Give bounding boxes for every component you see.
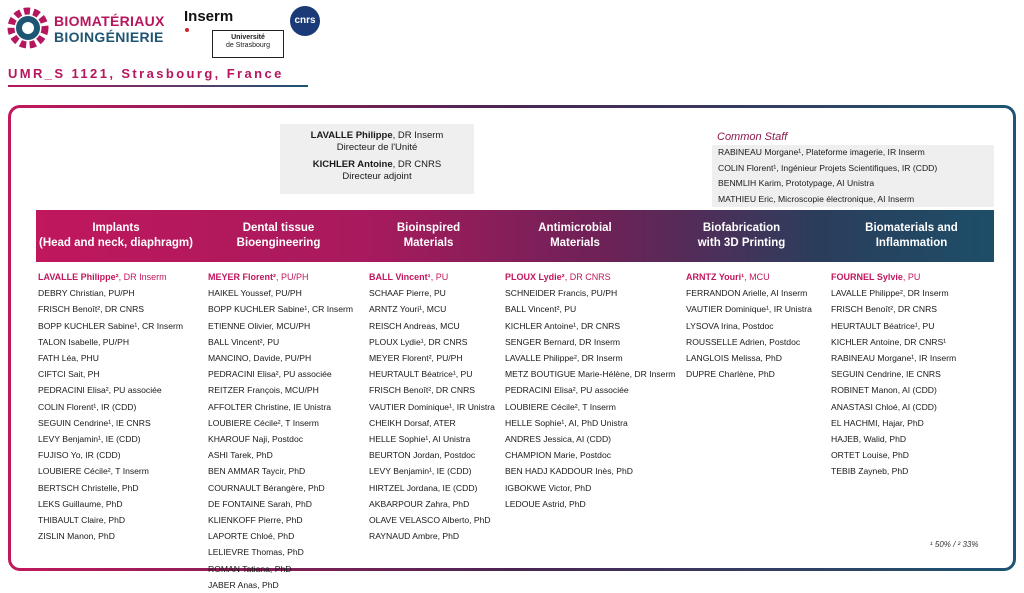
team-leader-name: PLOUX Lydie²: [505, 272, 565, 282]
lab-name-line1: BIOMATÉRIAUX: [54, 13, 165, 29]
team-member: THIBAULT Claire, PhD: [38, 515, 126, 526]
team-member: HELLE Sophie¹, AI Unistra: [369, 434, 471, 445]
team-member: LOUBIERE Cécile², T Inserm: [505, 401, 616, 412]
team-member: COURNAULT Bérangère, PhD: [208, 482, 325, 493]
team-leader: [686, 269, 812, 285]
team-member: BEN HADJ KADDOUR Inès, PhD: [505, 466, 633, 477]
team-member: PEDRACINI Elisa², PU associée: [38, 385, 162, 396]
deputy-line: [280, 159, 474, 171]
team-member: SEGUIN Cendrine¹, IE CNRS: [38, 417, 151, 428]
team-member: METZ BOUTIGUE Marie-Hélène, DR Inserm: [505, 369, 676, 380]
team-member: FATH Léa, PHU: [38, 353, 99, 364]
team-member: REISCH Andreas, MCU: [369, 320, 460, 331]
inserm-logo: Inserm: [184, 8, 234, 25]
team-member: HAJEB, Walid, PhD: [831, 434, 907, 445]
team-member: MEYER Florent², PU/PH: [369, 353, 463, 364]
director-line: [280, 130, 474, 142]
team-leader-name: MEYER Florent²: [208, 272, 277, 282]
team-member: KHAROUF Naji, Postdoc: [208, 434, 304, 445]
university-line1: Université: [231, 34, 265, 41]
team-member: FERRANDON Arielle, AI Inserm: [686, 288, 808, 299]
team-member: ROUSSELLE Adrien, Postdoc: [686, 336, 801, 347]
team-leader-name: ARNTZ Youri¹: [686, 272, 745, 282]
team-member: HEURTAULT Béatrice¹, PU: [369, 369, 473, 380]
team-header-band: [36, 210, 994, 262]
team-member: HEURTAULT Béatrice¹, PU: [831, 320, 935, 331]
team-member: LYSOVA Irina, Postdoc: [686, 320, 774, 331]
common-staff-member: MATHIEU Eric, Microscopie électronique, AI Inserm: [718, 193, 915, 204]
deputy-role: Directeur adjoint: [342, 171, 412, 182]
umr-underline: [8, 85, 308, 87]
team-leader-title: , PU: [902, 272, 921, 282]
team-member: LEVY Benjamin¹, IE (CDD): [38, 434, 141, 445]
common-staff-member: RABINEAU Morgane¹, Plateforme imagerie, IR Inserm: [718, 147, 925, 157]
team-member: ANASTASI Chloé, AI (CDD): [831, 401, 937, 412]
team-member: VAUTIER Dominique¹, IR Unistra: [369, 401, 495, 412]
team-member: BALL Vincent², PU: [505, 304, 577, 315]
director-name: LAVALLE Philippe: [310, 130, 393, 141]
team-leader: [505, 269, 675, 285]
team-member: SEGUIN Cendrine, IE CNRS: [831, 369, 941, 380]
team-member: BALL Vincent², PU: [208, 336, 280, 347]
team-leader-name: FOURNEL Sylvie: [831, 272, 903, 282]
team-leader-title: , DR CNRS: [564, 272, 611, 282]
team-member: BEURTON Jordan, Postdoc: [369, 450, 476, 461]
team-member: RAYNAUD Ambre, PhD: [369, 531, 460, 542]
team-member: LAVALLE Philippe², DR Inserm: [505, 353, 623, 364]
team-column: [208, 269, 353, 593]
inserm-dot: [185, 28, 189, 32]
team-member: LAPORTE Chloé, PhD: [208, 531, 295, 542]
team-leader-name: LAVALLE Philippe²: [38, 272, 119, 282]
team-member: KICHLER Antoine¹, DR CNRS: [505, 320, 621, 331]
team-member: FRISCH Benoît², DR CNRS: [369, 385, 476, 396]
team-member: VAUTIER Dominique¹, IR Unistra: [686, 304, 812, 315]
direction-box: [280, 124, 474, 194]
team-leader: [38, 269, 183, 285]
team-member: CHAMPION Marie, Postdoc: [505, 450, 612, 461]
team-member: ARNTZ Youri¹, MCU: [369, 304, 447, 315]
common-staff-box: [712, 145, 994, 207]
director-title: , DR Inserm: [392, 130, 444, 141]
team-member: JABER Anas, PhD: [208, 579, 279, 590]
footnote: ¹ 50% / ² 33%: [930, 540, 979, 549]
lab-name-line2: BIOINGÉNIERIE: [54, 29, 164, 45]
team-column: [505, 269, 675, 512]
team-member: AKBARPOUR Zahra, PhD: [369, 498, 470, 509]
team-header-implants: Implants (Head and neck, diaphragm): [38, 222, 193, 249]
team-member: TALON Isabelle, PU/PH: [38, 336, 130, 347]
team-member: DEBRY Christian, PU/PH: [38, 288, 135, 299]
team-leader-title: , PU/PH: [276, 272, 309, 282]
team-member: LANGLOIS Melissa, PhD: [686, 353, 782, 364]
team-header-dental: Dental tissue Bioengineering: [236, 222, 321, 249]
team-member: BOPP KUCHLER Sabine¹, CR Inserm: [38, 320, 184, 331]
director-role: Directeur de l'Unité: [336, 142, 418, 153]
team-header-biofabrication: Biofabrication with 3D Printing: [697, 222, 786, 249]
team-member: ROMAN Tatiana, PhD: [208, 563, 292, 574]
team-member: CIFTCI Sait, PH: [38, 369, 100, 380]
team-leader: [831, 269, 956, 285]
common-staff-title: Common Staff: [717, 131, 788, 143]
umr-title: UMR_S 1121, Strasbourg, France: [8, 66, 284, 81]
team-leader-title: , DR Inserm: [118, 272, 167, 282]
team-leader: [369, 269, 495, 285]
lab-logo-text: [54, 13, 165, 45]
team-member: PLOUX Lydie¹, DR CNRS: [369, 336, 468, 347]
team-member: REITZER François, MCU/PH: [208, 385, 319, 396]
team-member: LAVALLE Philippe², DR Inserm: [831, 288, 949, 299]
team-member: LOUBIERE Cécile², T Inserm: [208, 417, 319, 428]
team-member: ETIENNE Olivier, MCU/PH: [208, 320, 311, 331]
team-member: LEDOUE Astrid, PhD: [505, 498, 586, 509]
university-logo: [212, 30, 284, 58]
team-member: SCHAAF Pierre, PU: [369, 288, 446, 299]
team-column: [686, 269, 812, 382]
team-member: FRISCH Benoît², DR CNRS: [831, 304, 938, 315]
team-member: PEDRACINI Elisa², PU associée: [208, 369, 332, 380]
team-member: PEDRACINI Elisa², PU associée: [505, 385, 629, 396]
common-staff-member: COLIN Florent¹, Ingénieur Projets Scientifiques, IR (CDD): [718, 162, 938, 173]
team-member: LOUBIERE Cécile², T Inserm: [38, 466, 149, 477]
deputy-title: , DR CNRS: [392, 159, 442, 170]
team-member: IGBOKWE Victor, PhD: [505, 482, 592, 493]
team-member: BOPP KUCHLER Sabine¹, CR Inserm: [208, 304, 354, 315]
team-column: [369, 269, 495, 544]
university-line2: de Strasbourg: [226, 42, 270, 49]
team-member: OLAVE VELASCO Alberto, PhD: [369, 515, 491, 526]
team-header-inflammation: Biomaterials and Inflammation: [865, 222, 958, 249]
team-member: BEN AMMAR Taycir, PhD: [208, 466, 306, 477]
team-member: FRISCH Benoît², DR CNRS: [38, 304, 145, 315]
team-member: SCHNEIDER Francis, PU/PH: [505, 288, 618, 299]
team-member: SENGER Bernard, DR Inserm: [505, 336, 621, 347]
team-header-bioinspired: Bioinspired Materials: [396, 222, 461, 249]
team-member: KLIENKOFF Pierre, PhD: [208, 515, 303, 526]
team-member: COLIN Florent¹, IR (CDD): [38, 401, 137, 412]
team-member: BERTSCH Christelle, PhD: [38, 482, 139, 493]
deputy-name: KICHLER Antoine: [312, 159, 393, 170]
team-member: LELIEVRE Thomas, PhD: [208, 547, 304, 558]
team-member: HAIKEL Youssef, PU/PH: [208, 288, 302, 299]
team-leader-title: , PU: [430, 272, 449, 282]
team-member: LEVY Benjamin¹, IE (CDD): [369, 466, 472, 477]
team-member: ANDRES Jessica, AI (CDD): [505, 434, 612, 445]
cnrs-logo: cnrs: [290, 6, 320, 36]
team-leader-name: BALL Vincent¹: [369, 272, 431, 282]
team-member: AFFOLTER Christine, IE Unistra: [208, 401, 332, 412]
team-member: LEKS Guillaume, PhD: [38, 498, 123, 509]
team-leader: [208, 269, 353, 285]
team-header-antimicrobial: Antimicrobial Materials: [538, 222, 612, 249]
team-column: [831, 269, 956, 480]
team-member: ASHI Tarek, PhD: [208, 450, 273, 461]
team-member: HELLE Sophie¹, AI, PhD Unistra: [505, 417, 628, 428]
team-member: ROBINET Manon, AI (CDD): [831, 385, 937, 396]
team-member: DUPRE Charlène, PhD: [686, 369, 775, 380]
team-member: CHEIKH Dorsaf, ATER: [369, 417, 456, 428]
team-column: [38, 269, 183, 544]
team-member: HIRTZEL Jordana, IE (CDD): [369, 482, 478, 493]
team-member: RABINEAU Morgane¹, IR Inserm: [831, 353, 957, 364]
team-member: KICHLER Antoine, DR CNRS¹: [831, 336, 947, 347]
team-member: MANCINO, Davide, PU/PH: [208, 353, 312, 364]
team-member: EL HACHMI, Hajar, PhD: [831, 417, 924, 428]
team-leader-title: , MCU: [744, 272, 770, 282]
team-member: TEBIB Zayneb, PhD: [831, 466, 909, 477]
common-staff-member: BENMLIH Karim, Prototypage, AI Unistra: [718, 178, 875, 188]
team-member: ORTET Louise, PhD: [831, 450, 910, 461]
team-member: DE FONTAINE Sarah, PhD: [208, 498, 312, 509]
team-member: ZISLIN Manon, PhD: [38, 531, 115, 542]
team-member: FUJISO Yo, IR (CDD): [38, 450, 121, 461]
gear-logo-icon: [6, 6, 50, 50]
